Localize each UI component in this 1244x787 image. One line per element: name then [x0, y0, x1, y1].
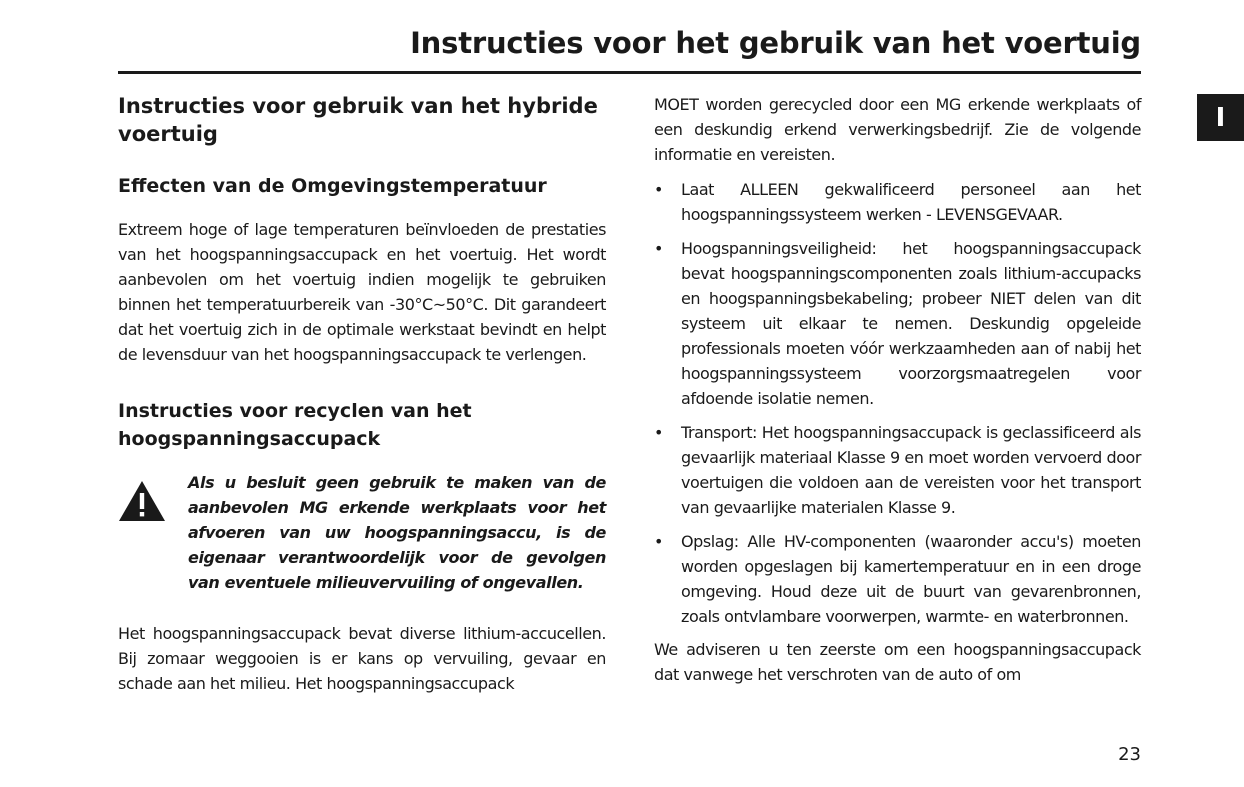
bullet-icon: • — [654, 239, 664, 258]
warning-block — [118, 470, 606, 595]
list-item — [654, 177, 1141, 227]
section-body-temperature: Extreem hoge of lage temperaturen beïnvloeden de prestaties van het hoogspanningsaccupack en het voertuig. Het wordt aanbevolen om het voertuig indien mogelijk te gebruiken binnen het temperatuurbereik van -30°C~50°C. Dit garandeert dat het voertuig zich in de optimale werkstaat bevindt en helpt de levensduur van het hoogspanningsaccupack te verlengen. — [118, 220, 606, 364]
header-divider — [118, 71, 1141, 74]
bullet-icon: • — [654, 532, 664, 551]
left-column — [118, 92, 606, 696]
list-item-text: Transport: Het hoogspanningsaccupack is geclassificeerd als gevaarlijk materiaal Klasse 9 en moet worden vervoerd door voertuigen die voldoen aan de vereisten voor het transport van gevaarlijke materialen Klasse 9. — [681, 423, 1141, 517]
list-item-text: Hoogspanningsveiligheid: het hoogspanningsaccupack bevat hoogspanningscomponenten zoals lithium-accupacks en hoogspanningsbekabeling; probeer NIET delen van dit systeem uit elkaar te nemen. Deskundig opgeleide professionals moeten vóór werkzaamheden aan of nabij het hoogspanningssysteem voorzorgsmaatregelen voor afdoende isolatie nemen. — [681, 239, 1141, 408]
page-number: 23 — [1118, 744, 1141, 765]
intro-paragraph: MOET worden gerecycled door een MG erkende werkplaats of een deskundig erkend verwerkingsbedrijf. Zie de volgende informatie en vereisten. — [654, 95, 1141, 164]
bullet-icon: • — [654, 180, 664, 199]
list-item-text: Laat ALLEEN gekwalificeerd personeel aan het hoogspanningssysteem werken - LEVENSGEVAAR. — [681, 180, 1141, 224]
list-item-text: Opslag: Alle HV-componenten (waaronder accu's) moeten worden opgeslagen bij kamertemperatuur en in een droge omgeving. Houd deze uit de buurt van gevarenbronnen, zoals ontvlambare voorwerpen, warmte- en waterbronnen. — [681, 532, 1141, 626]
chapter-tab: I — [1197, 94, 1244, 141]
list-item — [654, 420, 1141, 520]
bullet-icon: • — [654, 423, 664, 442]
section-title-recycling: Instructies voor recyclen van het hoogspanningsaccupack — [118, 400, 472, 450]
list-item — [654, 529, 1141, 629]
page-header-title: Instructies voor het gebruik van het voertuig — [410, 26, 1141, 60]
requirements-list — [654, 177, 1141, 629]
warning-text: Als u besluit geen gebruik te maken van de aanbevolen MG erkende werkplaats voor het afvoeren van uw hoogspanningsaccu, is de eigenaar verantwoordelijk voor de gevolgen van eventuele milieuvervuiling of ongevallen. — [188, 473, 606, 592]
closing-paragraph: We adviseren u ten zeerste om een hoogspanningsaccupack dat vanwege het verschroten van de auto of om — [654, 640, 1141, 684]
list-item — [654, 236, 1141, 411]
section-title-temperature: Effecten van de Omgevingstemperatuur — [118, 175, 547, 197]
right-column — [654, 92, 1141, 687]
warning-triangle-icon — [118, 480, 166, 522]
main-heading: Instructies voor gebruik van het hybride voertuig — [118, 94, 598, 146]
section-body-recycling: Het hoogspanningsaccupack bevat diverse lithium-accucellen. Bij zomaar weggooien is er kans op vervuiling, gevaar en schade aan het milieu. Het hoogspanningsaccupack — [118, 624, 606, 693]
